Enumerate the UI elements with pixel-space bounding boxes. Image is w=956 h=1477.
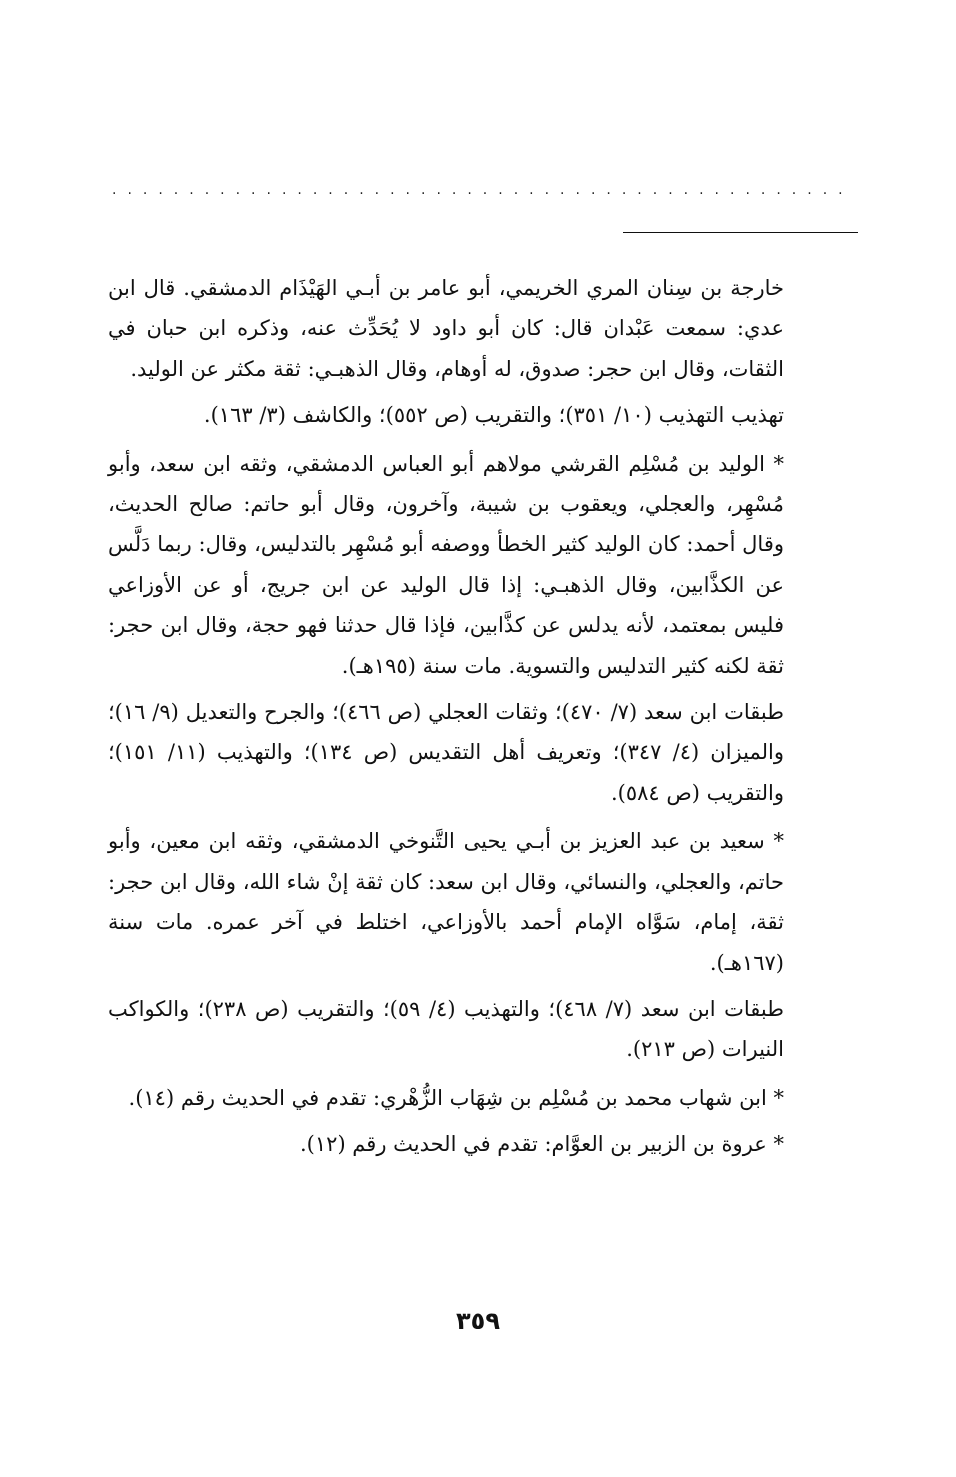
sources-said: طبقات ابن سعد (٧/ ٤٦٨)؛ والتهذيب (٤/ ٥٩)؛ والتقريب (ص ٢٣٨)؛ والكواكب النيرات (ص ٢١٣). [108,996,784,1062]
sources-walid: طبقات ابن سعد (٧/ ٤٧٠)؛ وثقات العجلي (ص ٤٦٦)؛ والجرح والتعديل (٩/ ١٦)؛ والميزان (٤/ ٣٤٧)؛ وتعريف أهل التقديس (ص ١٣٤)؛ والتهذيب (١١/ ١٥١)؛ والتقريب (ص ٥٨٤). [108,700,784,805]
page-number: ٣٥٩ [456,1307,500,1335]
page-body [108,268,784,1171]
narrator-bio-urwa: * عروة بن الزبير بن العوَّام: تقدم في الحديث رقم (١٢). [300,1132,784,1157]
narrator-bio-walid: * الوليد بن مُسْلِم القرشي مولاهم أبو العباس الدمشقي، وثقه ابن سعد، وأبو مُسْهِر، والعجلي، ويعقوب بن شيبة، وآخرون، وقال أبو حاتم: صالح الحديث، وقال أحمد: كان الوليد كثير الخطأ ووصفه أبو مُسْهِر بالتدليس، وقال: ربما دَلَّس عن الكذَّابين، وقال الذهبـي: إذا قال الوليد عن ابن جريج، أو عن الأوزاعي فليس بمعتمد، لأنه يدلس عن كذَّابين، فإذا قال حدثنا فهو حجة، وقال ابن حجر: ثقة لكنه كثير التدليس والتسوية. مات سنة (١٩٥هـ). [108,451,784,678]
footnote-rule [623,232,858,233]
narrator-bio-said: * سعيد بن عبد العزيز بن أبـي يحيى التَّنوخي الدمشقي، وثقه ابن معين، وأبو حاتم، والعجلي، والنسائي، وقال ابن سعد: كان ثقة إنْ شاء الله، وقال ابن حجر: ثقة، إمام، سَوَّاه الإمام أحمد بالأوزاعي، اختلط في آخر عمره. مات سنة (١٦٧هـ). [108,829,785,975]
separator-dots: ................................................ [112,183,854,197]
sources-kharija: تهذيب التهذيب (١٠/ ٣٥١)؛ والتقريب (ص ٥٥٢)؛ والكاشف (٣/ ١٦٣). [203,403,784,428]
narrator-bio-kharija: خارجة بن سِنان المري الخريمي، أبو عامر بن أبـي الهَيْذَام الدمشقي. قال ابن عدي: سمعت عَبْدان قال: كان أبو داود لا يُحَدِّث عنه، وذكره ابن حبان في الثقات، وقال ابن حجر: صدوق، له أوهام، وقال الذهبـي: ثقة مكثر عن الوليد. [108,276,784,381]
narrator-bio-ibn-shihab: * ابن شهاب محمد بن مُسْلِم بن شِهَاب الزُّهْري: تقدم في الحديث رقم (١٤). [128,1085,784,1110]
